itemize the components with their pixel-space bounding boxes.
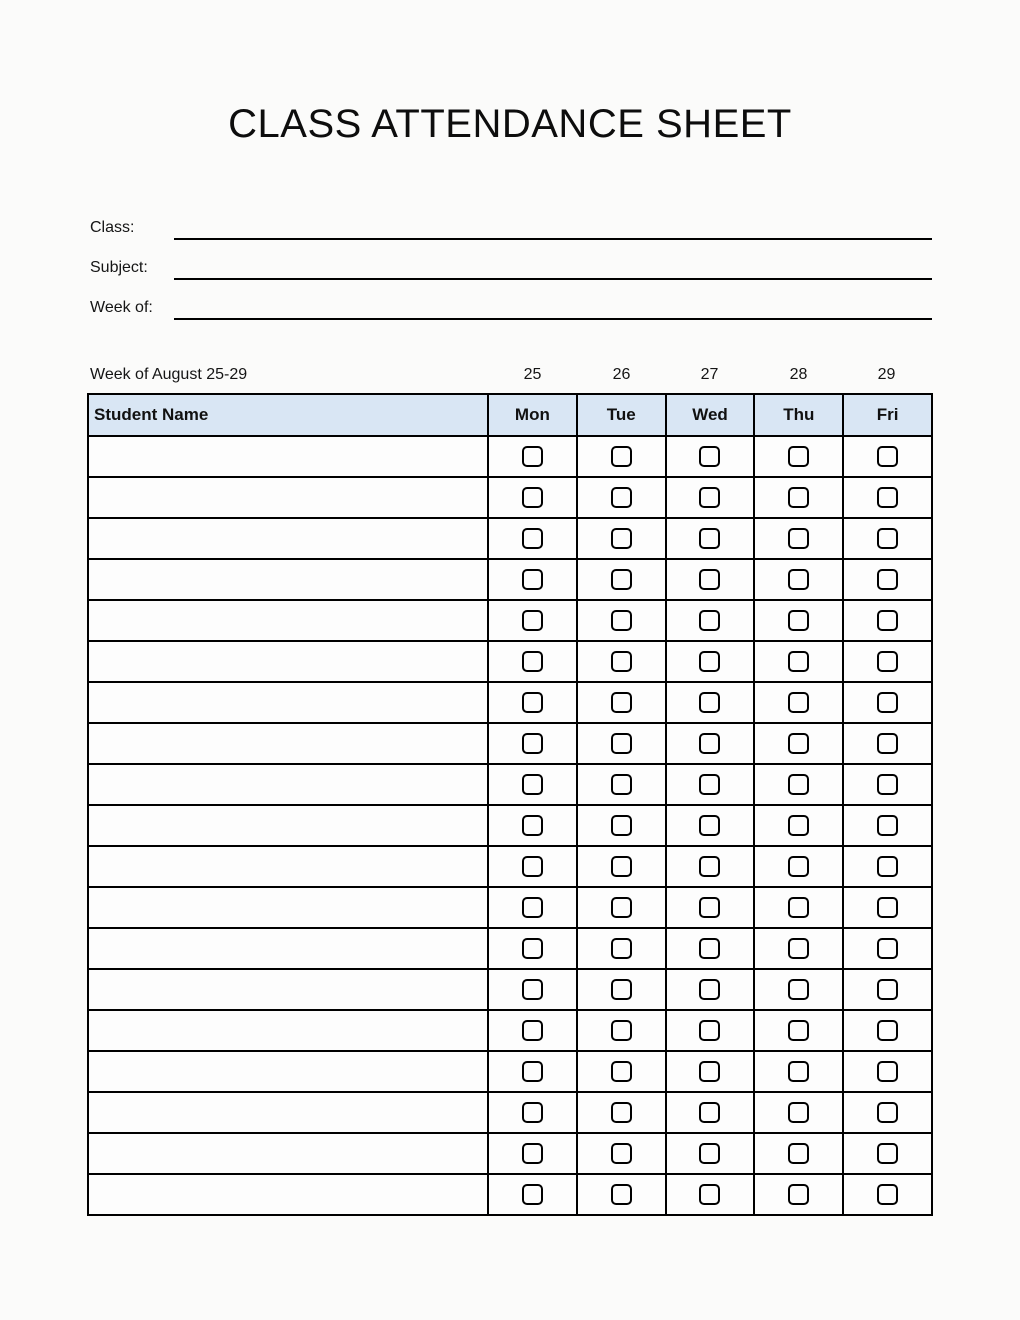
attendance-checkbox[interactable] <box>788 938 809 959</box>
table-row <box>88 1133 932 1174</box>
attendance-checkbox[interactable] <box>699 1143 720 1164</box>
attendance-checkbox[interactable] <box>877 651 898 672</box>
week-range-label: Week of August 25-29 <box>90 366 248 383</box>
attendance-checkbox[interactable] <box>522 1184 543 1205</box>
attendance-checkbox[interactable] <box>788 815 809 836</box>
attendance-cell <box>577 600 666 641</box>
table-row <box>88 436 932 477</box>
attendance-checkbox[interactable] <box>699 856 720 877</box>
attendance-checkbox[interactable] <box>611 1020 632 1041</box>
attendance-cell <box>488 559 577 600</box>
attendance-checkbox[interactable] <box>611 446 632 467</box>
week-of-field-label: Week of: <box>90 299 153 316</box>
attendance-cell <box>666 928 755 969</box>
attendance-cell <box>754 969 843 1010</box>
attendance-cell <box>577 887 666 928</box>
student-name-cell[interactable] <box>88 682 488 723</box>
class-field-row <box>90 216 932 238</box>
attendance-cell <box>754 682 843 723</box>
table-row <box>88 600 932 641</box>
attendance-checkbox[interactable] <box>611 692 632 713</box>
attendance-cell <box>843 1174 932 1215</box>
attendance-cell <box>843 436 932 477</box>
attendance-checkbox[interactable] <box>611 1061 632 1082</box>
attendance-checkbox[interactable] <box>611 651 632 672</box>
attendance-checkbox[interactable] <box>522 733 543 754</box>
attendance-checkbox[interactable] <box>877 446 898 467</box>
attendance-cell <box>843 887 932 928</box>
attendance-checkbox[interactable] <box>877 897 898 918</box>
attendance-checkbox[interactable] <box>522 446 543 467</box>
student-name-cell[interactable] <box>88 559 488 600</box>
attendance-cell <box>577 723 666 764</box>
attendance-checkbox[interactable] <box>522 528 543 549</box>
attendance-checkbox[interactable] <box>788 1184 809 1205</box>
attendance-cell <box>488 436 577 477</box>
attendance-checkbox[interactable] <box>788 733 809 754</box>
attendance-cell <box>577 682 666 723</box>
attendance-checkbox[interactable] <box>877 1102 898 1123</box>
attendance-cell <box>577 559 666 600</box>
attendance-checkbox[interactable] <box>877 774 898 795</box>
day-header-thu: Thu <box>754 394 843 436</box>
attendance-checkbox[interactable] <box>877 487 898 508</box>
attendance-checkbox[interactable] <box>522 1061 543 1082</box>
attendance-checkbox[interactable] <box>522 651 543 672</box>
attendance-cell <box>666 1133 755 1174</box>
student-name-cell[interactable] <box>88 1051 488 1092</box>
student-name-cell[interactable] <box>88 764 488 805</box>
attendance-checkbox[interactable] <box>611 938 632 959</box>
attendance-checkbox[interactable] <box>699 733 720 754</box>
date-number-thu: 28 <box>789 366 808 383</box>
attendance-cell <box>577 477 666 518</box>
attendance-cell <box>666 887 755 928</box>
attendance-checkbox[interactable] <box>699 1020 720 1041</box>
attendance-cell <box>666 1051 755 1092</box>
page-title: CLASS ATTENDANCE SHEET <box>228 102 792 146</box>
attendance-cell <box>754 1174 843 1215</box>
attendance-checkbox[interactable] <box>699 815 720 836</box>
attendance-cell <box>666 805 755 846</box>
attendance-checkbox[interactable] <box>788 1143 809 1164</box>
attendance-checkbox[interactable] <box>877 1020 898 1041</box>
table-row <box>88 764 932 805</box>
attendance-cell <box>666 641 755 682</box>
attendance-cell <box>754 559 843 600</box>
attendance-cell <box>488 805 577 846</box>
day-header-wed: Wed <box>666 394 755 436</box>
attendance-cell <box>488 764 577 805</box>
attendance-cell <box>666 559 755 600</box>
attendance-checkbox[interactable] <box>699 1061 720 1082</box>
table-row <box>88 641 932 682</box>
attendance-checkbox[interactable] <box>877 979 898 1000</box>
attendance-checkbox[interactable] <box>611 1102 632 1123</box>
attendance-checkbox[interactable] <box>788 979 809 1000</box>
student-name-cell[interactable] <box>88 928 488 969</box>
attendance-checkbox[interactable] <box>788 856 809 877</box>
attendance-cell <box>577 1174 666 1215</box>
attendance-cell <box>577 1010 666 1051</box>
attendance-checkbox[interactable] <box>877 528 898 549</box>
attendance-checkbox[interactable] <box>788 528 809 549</box>
table-row <box>88 518 932 559</box>
attendance-cell <box>843 518 932 559</box>
attendance-cell <box>843 641 932 682</box>
attendance-cell <box>754 723 843 764</box>
attendance-checkbox[interactable] <box>611 815 632 836</box>
table-row <box>88 969 932 1010</box>
attendance-cell <box>843 559 932 600</box>
attendance-checkbox[interactable] <box>788 569 809 590</box>
attendance-checkbox[interactable] <box>877 938 898 959</box>
attendance-cell <box>843 1092 932 1133</box>
table-row <box>88 887 932 928</box>
attendance-checkbox[interactable] <box>877 1061 898 1082</box>
attendance-cell <box>577 436 666 477</box>
table-row <box>88 928 932 969</box>
attendance-cell <box>666 723 755 764</box>
attendance-checkbox[interactable] <box>611 610 632 631</box>
student-name-cell[interactable] <box>88 1133 488 1174</box>
attendance-checkbox[interactable] <box>611 487 632 508</box>
attendance-checkbox[interactable] <box>877 569 898 590</box>
student-name-cell[interactable] <box>88 846 488 887</box>
attendance-table <box>87 393 933 1216</box>
table-row <box>88 723 932 764</box>
attendance-cell <box>843 846 932 887</box>
class-input-line[interactable] <box>174 238 932 240</box>
attendance-cell <box>754 1010 843 1051</box>
subject-field-label: Subject: <box>90 259 148 276</box>
attendance-cell <box>577 846 666 887</box>
attendance-checkbox[interactable] <box>699 1102 720 1123</box>
attendance-checkbox[interactable] <box>522 692 543 713</box>
attendance-cell <box>488 887 577 928</box>
attendance-cell <box>577 928 666 969</box>
student-name-cell[interactable] <box>88 436 488 477</box>
attendance-cell <box>843 805 932 846</box>
attendance-cell <box>754 641 843 682</box>
day-header-tue: Tue <box>577 394 666 436</box>
date-number-fri: 29 <box>877 366 896 383</box>
attendance-checkbox[interactable] <box>699 651 720 672</box>
attendance-checkbox[interactable] <box>699 938 720 959</box>
attendance-checkbox[interactable] <box>877 1184 898 1205</box>
attendance-checkbox[interactable] <box>522 815 543 836</box>
table-row <box>88 846 932 887</box>
attendance-checkbox[interactable] <box>788 1020 809 1041</box>
attendance-checkbox[interactable] <box>877 856 898 877</box>
attendance-cell <box>488 518 577 559</box>
attendance-cell <box>666 846 755 887</box>
attendance-cell <box>754 887 843 928</box>
table-row <box>88 1010 932 1051</box>
student-name-cell[interactable] <box>88 805 488 846</box>
table-row <box>88 1174 932 1215</box>
table-row <box>88 477 932 518</box>
attendance-cell <box>488 969 577 1010</box>
attendance-checkbox[interactable] <box>611 528 632 549</box>
attendance-checkbox[interactable] <box>699 692 720 713</box>
day-header-fri: Fri <box>843 394 932 436</box>
attendance-checkbox[interactable] <box>788 774 809 795</box>
student-name-cell[interactable] <box>88 1010 488 1051</box>
attendance-cell <box>488 846 577 887</box>
attendance-cell <box>754 518 843 559</box>
attendance-cell <box>754 436 843 477</box>
attendance-checkbox[interactable] <box>877 692 898 713</box>
attendance-cell <box>577 1133 666 1174</box>
date-number-mon: 25 <box>523 366 542 383</box>
attendance-checkbox[interactable] <box>522 938 543 959</box>
attendance-cell <box>843 764 932 805</box>
student-name-cell[interactable] <box>88 1092 488 1133</box>
table-header-row <box>88 394 932 436</box>
table-row <box>88 682 932 723</box>
attendance-checkbox[interactable] <box>877 815 898 836</box>
attendance-checkbox[interactable] <box>522 897 543 918</box>
attendance-cell <box>488 1051 577 1092</box>
attendance-checkbox[interactable] <box>788 1102 809 1123</box>
attendance-checkbox[interactable] <box>788 897 809 918</box>
student-name-header: Student Name <box>88 394 488 436</box>
attendance-cell <box>666 969 755 1010</box>
attendance-cell <box>754 928 843 969</box>
attendance-cell <box>577 518 666 559</box>
date-number-tue: 26 <box>612 366 631 383</box>
attendance-cell <box>577 764 666 805</box>
attendance-checkbox[interactable] <box>611 569 632 590</box>
attendance-checkbox[interactable] <box>611 1143 632 1164</box>
attendance-checkbox[interactable] <box>788 1061 809 1082</box>
attendance-checkbox[interactable] <box>788 610 809 631</box>
attendance-cell <box>754 600 843 641</box>
attendance-checkbox[interactable] <box>522 1102 543 1123</box>
date-number-wed: 27 <box>700 366 719 383</box>
attendance-cell <box>666 436 755 477</box>
attendance-cell <box>754 1051 843 1092</box>
table-row <box>88 805 932 846</box>
attendance-cell <box>754 1092 843 1133</box>
attendance-checkbox[interactable] <box>699 774 720 795</box>
attendance-cell <box>843 723 932 764</box>
attendance-cell <box>843 477 932 518</box>
student-name-cell[interactable] <box>88 600 488 641</box>
attendance-checkbox[interactable] <box>522 1143 543 1164</box>
student-name-cell[interactable] <box>88 1174 488 1215</box>
table-row <box>88 559 932 600</box>
attendance-checkbox[interactable] <box>522 610 543 631</box>
attendance-checkbox[interactable] <box>699 979 720 1000</box>
attendance-checkbox[interactable] <box>699 897 720 918</box>
attendance-cell <box>666 1174 755 1215</box>
attendance-checkbox[interactable] <box>699 569 720 590</box>
attendance-checkbox[interactable] <box>611 856 632 877</box>
attendance-cell <box>843 969 932 1010</box>
attendance-cell <box>754 477 843 518</box>
attendance-checkbox[interactable] <box>522 856 543 877</box>
attendance-cell <box>666 764 755 805</box>
attendance-cell <box>843 1051 932 1092</box>
attendance-cell <box>488 600 577 641</box>
attendance-cell <box>488 928 577 969</box>
class-field-label: Class: <box>90 219 135 236</box>
attendance-cell <box>488 641 577 682</box>
student-name-cell[interactable] <box>88 723 488 764</box>
week-of-input-line[interactable] <box>174 318 932 320</box>
subject-field-row <box>90 256 932 278</box>
attendance-cell <box>488 1133 577 1174</box>
attendance-cell <box>754 764 843 805</box>
attendance-cell <box>666 1010 755 1051</box>
attendance-checkbox[interactable] <box>877 610 898 631</box>
attendance-cell <box>577 1092 666 1133</box>
subject-input-line[interactable] <box>174 278 932 280</box>
student-name-cell[interactable] <box>88 477 488 518</box>
student-name-cell[interactable] <box>88 887 488 928</box>
attendance-checkbox[interactable] <box>522 774 543 795</box>
attendance-checkbox[interactable] <box>699 446 720 467</box>
table-row <box>88 1051 932 1092</box>
attendance-checkbox[interactable] <box>522 569 543 590</box>
week-of-field-row <box>90 296 932 318</box>
attendance-checkbox[interactable] <box>522 979 543 1000</box>
student-name-cell[interactable] <box>88 969 488 1010</box>
attendance-cell <box>754 805 843 846</box>
attendance-table-body <box>88 436 932 1215</box>
attendance-cell <box>488 1010 577 1051</box>
attendance-cell <box>843 1010 932 1051</box>
attendance-cell <box>754 1133 843 1174</box>
attendance-cell <box>488 723 577 764</box>
attendance-cell <box>488 1092 577 1133</box>
attendance-cell <box>488 477 577 518</box>
attendance-checkbox[interactable] <box>611 979 632 1000</box>
attendance-checkbox[interactable] <box>699 487 720 508</box>
attendance-checkbox[interactable] <box>611 897 632 918</box>
attendance-checkbox[interactable] <box>611 733 632 754</box>
attendance-checkbox[interactable] <box>877 1143 898 1164</box>
attendance-cell <box>843 682 932 723</box>
attendance-cell <box>843 600 932 641</box>
attendance-checkbox[interactable] <box>788 487 809 508</box>
attendance-cell <box>666 682 755 723</box>
attendance-checkbox[interactable] <box>699 1184 720 1205</box>
attendance-cell <box>577 1051 666 1092</box>
attendance-cell <box>577 641 666 682</box>
attendance-checkbox[interactable] <box>699 528 720 549</box>
attendance-cell <box>754 846 843 887</box>
attendance-cell <box>666 477 755 518</box>
attendance-checkbox[interactable] <box>877 733 898 754</box>
student-name-cell[interactable] <box>88 518 488 559</box>
attendance-cell <box>843 1133 932 1174</box>
attendance-checkbox[interactable] <box>788 651 809 672</box>
attendance-checkbox[interactable] <box>611 1184 632 1205</box>
attendance-cell <box>488 1174 577 1215</box>
attendance-cell <box>666 1092 755 1133</box>
attendance-checkbox[interactable] <box>522 487 543 508</box>
attendance-checkbox[interactable] <box>611 774 632 795</box>
attendance-cell <box>666 600 755 641</box>
attendance-checkbox[interactable] <box>522 1020 543 1041</box>
attendance-cell <box>577 969 666 1010</box>
attendance-checkbox[interactable] <box>699 610 720 631</box>
attendance-cell <box>666 518 755 559</box>
attendance-checkbox[interactable] <box>788 692 809 713</box>
attendance-cell <box>843 928 932 969</box>
day-header-mon: Mon <box>488 394 577 436</box>
student-name-cell[interactable] <box>88 641 488 682</box>
attendance-checkbox[interactable] <box>788 446 809 467</box>
attendance-cell <box>577 805 666 846</box>
table-row <box>88 1092 932 1133</box>
attendance-cell <box>488 682 577 723</box>
